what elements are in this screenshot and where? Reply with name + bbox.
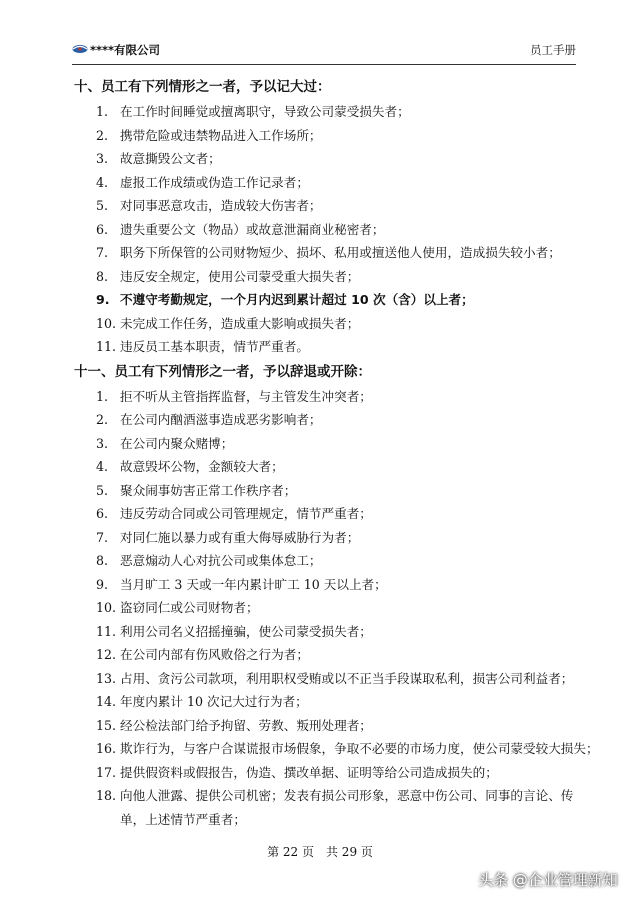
document-title: 员工手册 (530, 43, 576, 57)
item-number: 6. (96, 221, 109, 237)
item-text: 经公检法部门给予拘留、劳教、叛刑处理者； (120, 717, 372, 733)
list-item (74, 784, 594, 831)
header-divider (72, 64, 576, 65)
item-text: 年度内累计 10 次记大过行为者； (120, 694, 308, 709)
list-item-emphasized (74, 288, 594, 312)
list-item (74, 335, 594, 359)
list-item (74, 241, 594, 265)
list-item (74, 761, 594, 785)
list-item (74, 124, 594, 148)
list-item (74, 194, 594, 218)
company-logo-icon (72, 43, 88, 54)
item-text: 拒不听从主管指挥监督，与主管发生冲突者； (120, 388, 372, 404)
item-text: 违反安全规定，使用公司蒙受重大损失者； (120, 268, 360, 284)
item-number: 6. (96, 506, 109, 521)
list-item (74, 549, 594, 573)
watermark: 头条 @企业管理新知 (478, 871, 618, 889)
page-number: 第 22 页 共 29 页 (267, 845, 373, 859)
item-number: 13. (96, 670, 117, 686)
item-text: 对同仁施以暴力或有重大侮辱威胁行为者； (120, 529, 360, 545)
item-number: 2. (96, 127, 109, 143)
item-number: 14. (96, 694, 117, 709)
item-text: 故意撕毁公文者； (120, 151, 221, 166)
list-item (74, 432, 594, 456)
item-text: 故意毁坏公物，金额较大者； (120, 459, 284, 474)
list-item (74, 385, 594, 409)
item-number: 8. (96, 553, 109, 568)
list-item (74, 714, 594, 738)
list-item (74, 502, 594, 526)
item-text: 恶意煽动人心对抗公司或集体怠工； (120, 553, 322, 568)
item-text: 提供假资料或假报告，伪造、撰改单据、证明等给公司造成损失的； (120, 764, 498, 780)
item-number: 12. (96, 647, 117, 662)
list-item (74, 479, 594, 503)
list-item (74, 690, 594, 714)
item-number: 15. (96, 717, 117, 733)
item-text: 违反劳动合同或公司管理规定，情节严重者； (120, 506, 372, 521)
list-item (74, 643, 594, 667)
company-name: ****有限公司 (90, 43, 161, 57)
item-number: 8. (96, 268, 109, 284)
list-item (74, 667, 594, 691)
item-text: 利用公司名义招摇撞骗，使公司蒙受损失者； (120, 623, 372, 639)
item-text: 不遵守考勤规定，一个月内迟到累计超过 10 次（含）以上者； (120, 292, 474, 307)
item-number: 16. (96, 741, 117, 756)
item-number: 2. (96, 412, 109, 427)
list-item (74, 218, 594, 242)
item-text: 携带危险或违禁物品进入工作场所； (120, 127, 322, 143)
item-number: 11. (96, 339, 117, 354)
list-item (74, 100, 594, 124)
item-text: 占用、贪污公司款项，利用职权受贿或以不正当手段谋取私利，损害公司利益者； (120, 670, 574, 686)
item-text: 在公司内部有伤风败俗之行为者； (120, 647, 309, 662)
list-item (74, 265, 594, 289)
item-text: 在公司内酗酒滋事造成恶劣影响者； (120, 412, 322, 427)
item-text: 职务下所保管的公司财物短少、损坏、私用或擅送他人使用，造成损失较小者； (120, 245, 561, 260)
page-header (72, 40, 576, 60)
item-number: 3. (96, 151, 109, 166)
list-item (74, 596, 594, 620)
item-number: 5. (96, 482, 109, 498)
item-number: 4. (96, 459, 109, 474)
item-text: 盗窃同仁或公司财物者； (120, 600, 259, 615)
item-number: 7. (96, 245, 109, 260)
section-title-10: 十、员工有下列情形之一者，予以记大过： (74, 79, 331, 95)
item-number: 9. (96, 292, 110, 307)
item-text: 对同事恶意攻击，造成较大伤害者； (120, 198, 322, 213)
list-item (74, 312, 594, 336)
document-body (74, 74, 599, 831)
item-number: 1. (96, 104, 109, 119)
section-title-11: 十一、员工有下列情形之一者，予以辞退或开除： (74, 363, 371, 380)
item-number: 11. (96, 623, 117, 639)
list-item (74, 455, 594, 479)
item-text: 遗失重要公文（物品）或故意泄漏商业秘密者； (120, 221, 385, 237)
item-number: 1. (96, 388, 109, 404)
list-item (74, 147, 594, 171)
item-number: 5. (96, 198, 109, 213)
list-item (74, 573, 594, 597)
list-item (74, 526, 594, 550)
item-text: 当月旷工 3 天或一年内累计旷工 10 天以上者； (120, 576, 387, 592)
item-text: 未完成工作任务，造成重大影响或损失者； (120, 315, 360, 331)
list-item (74, 737, 599, 761)
item-text: 在工作时间睡觉或擅离职守，导致公司蒙受损失者； (120, 104, 410, 119)
item-number: 10. (96, 315, 117, 331)
item-number: 17. (96, 764, 117, 780)
item-text: 聚众闹事妨害正常工作秩序者； (120, 482, 297, 498)
item-number: 7. (96, 529, 109, 545)
list-item (74, 408, 594, 432)
list-item (74, 620, 594, 644)
item-text: 违反员工基本职责，情节严重者。 (120, 339, 309, 354)
item-number: 4. (96, 174, 109, 190)
item-number: 18. (96, 788, 117, 803)
item-number: 9. (96, 576, 109, 592)
list-item (74, 171, 594, 195)
item-text: 欺诈行为，与客户合谋谎报市场假象，争取不必要的市场力度，使公司蒙受较大损失； (120, 741, 599, 756)
item-number: 10. (96, 600, 117, 615)
item-text: 向他人泄露、提供公司机密；发表有损公司形象，恶意中伤公司、同事的言论、传单，上述情节严重者； (120, 788, 574, 827)
item-text: 虚报工作成绩或伪造工作记录者； (120, 174, 309, 190)
item-number: 3. (96, 435, 109, 451)
item-text: 在公司内聚众赌博； (120, 435, 234, 451)
